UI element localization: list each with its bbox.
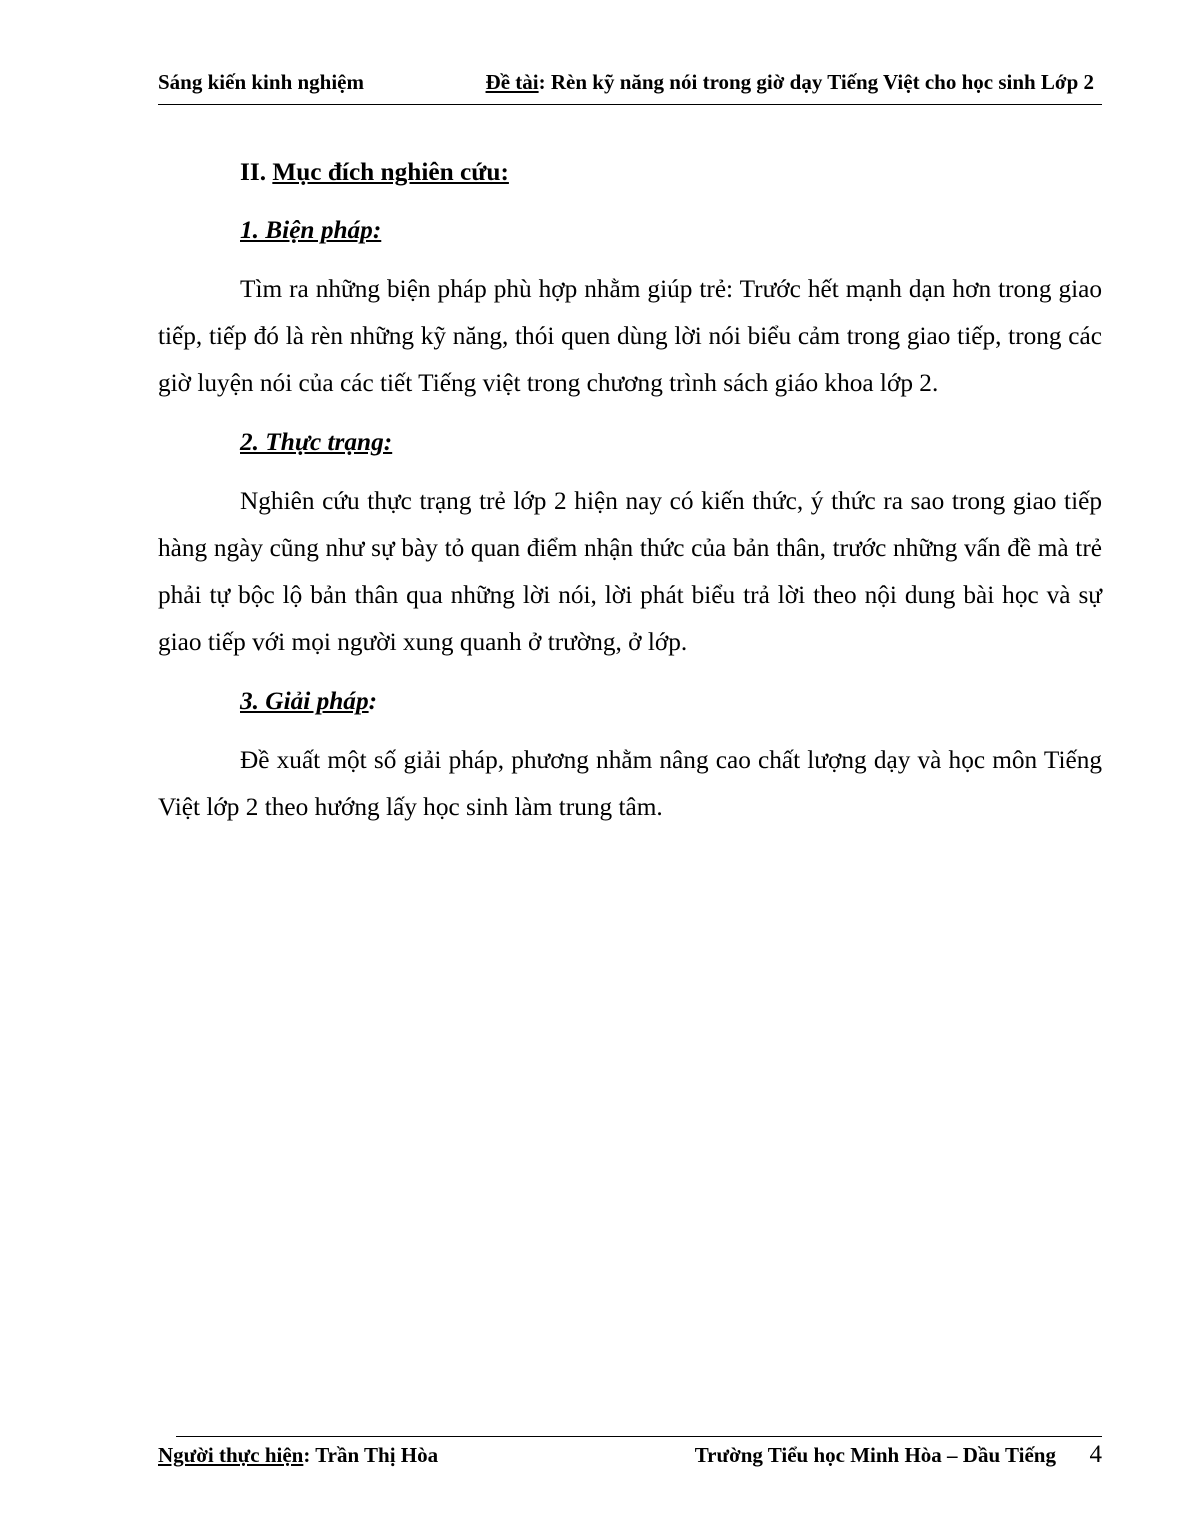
- subsection-title-situation: 2. Thực trạng:: [240, 428, 393, 456]
- footer-author-name: : Trần Thị Hòa: [303, 1443, 439, 1467]
- paragraph-solutions: Đề xuất một số giải pháp, phương nhằm nâng cao chất lượng dạy và học môn Tiếng Việt lớp 2 theo hướng lấy học sinh làm trung tâm.: [158, 746, 1102, 821]
- footer-divider: [176, 1436, 1102, 1437]
- paragraph-measures: Tìm ra những biện pháp phù hợp nhằm giúp trẻ: Trước hết mạnh dạn hơn trong giao tiếp, tiếp đó là rèn những kỹ năng, thói quen dùng lời nói biểu cảm trong giao tiếp, trong các giờ luyện nói của các tiết Tiếng việt trong chương trình sách giáo khoa lớp 2.: [158, 275, 1102, 397]
- subsection-title-solutions: 3. Giải pháp: [240, 687, 369, 715]
- section-number: II.: [240, 158, 273, 186]
- document-body: [158, 150, 1102, 844]
- subsection-heading-measures: [158, 208, 1102, 266]
- footer-author: [158, 1443, 438, 1468]
- header-topic-label: Đề tài: [485, 70, 539, 94]
- header-divider: [158, 104, 1102, 105]
- footer-school: Trường Tiểu học Minh Hòa – Dầu Tiếng: [694, 1443, 1056, 1467]
- footer-author-label: Người thực hiện: [158, 1443, 304, 1467]
- section-heading: [158, 150, 1102, 208]
- subsection-title-measures: 1. Biện pháp:: [240, 216, 382, 244]
- paragraph-situation: Nghiên cứu thực trạng trẻ lớp 2 hiện nay có kiến thức, ý thức ra sao trong giao tiếp hàng ngày cũng như sự bày tỏ quan điểm nhận thức của bản thân, trước những vấn đề mà trẻ phải tự bộc lộ bản thân qua những lời nói, lời phát biểu trả lời theo nội dung bài học và sự giao tiếp với mọi người xung quanh ở trường, ở lớp.: [158, 487, 1102, 656]
- subsection-title-solutions-colon: :: [368, 687, 378, 715]
- subsection-heading-solutions: [158, 679, 1102, 737]
- page-number: 4: [1089, 1441, 1102, 1468]
- page-footer: [158, 1443, 1102, 1477]
- header-topic-title: : Rèn kỹ năng nói trong giờ dạy Tiếng Việt cho học sinh Lớp 2: [538, 70, 1094, 94]
- subsection-heading-situation: [158, 420, 1102, 478]
- section-title: Mục đích nghiên cứu:: [272, 158, 509, 186]
- header-topic: [486, 70, 1094, 95]
- header-document-type: Sáng kiến kinh nghiệm: [158, 70, 365, 94]
- page-header: [158, 70, 1102, 102]
